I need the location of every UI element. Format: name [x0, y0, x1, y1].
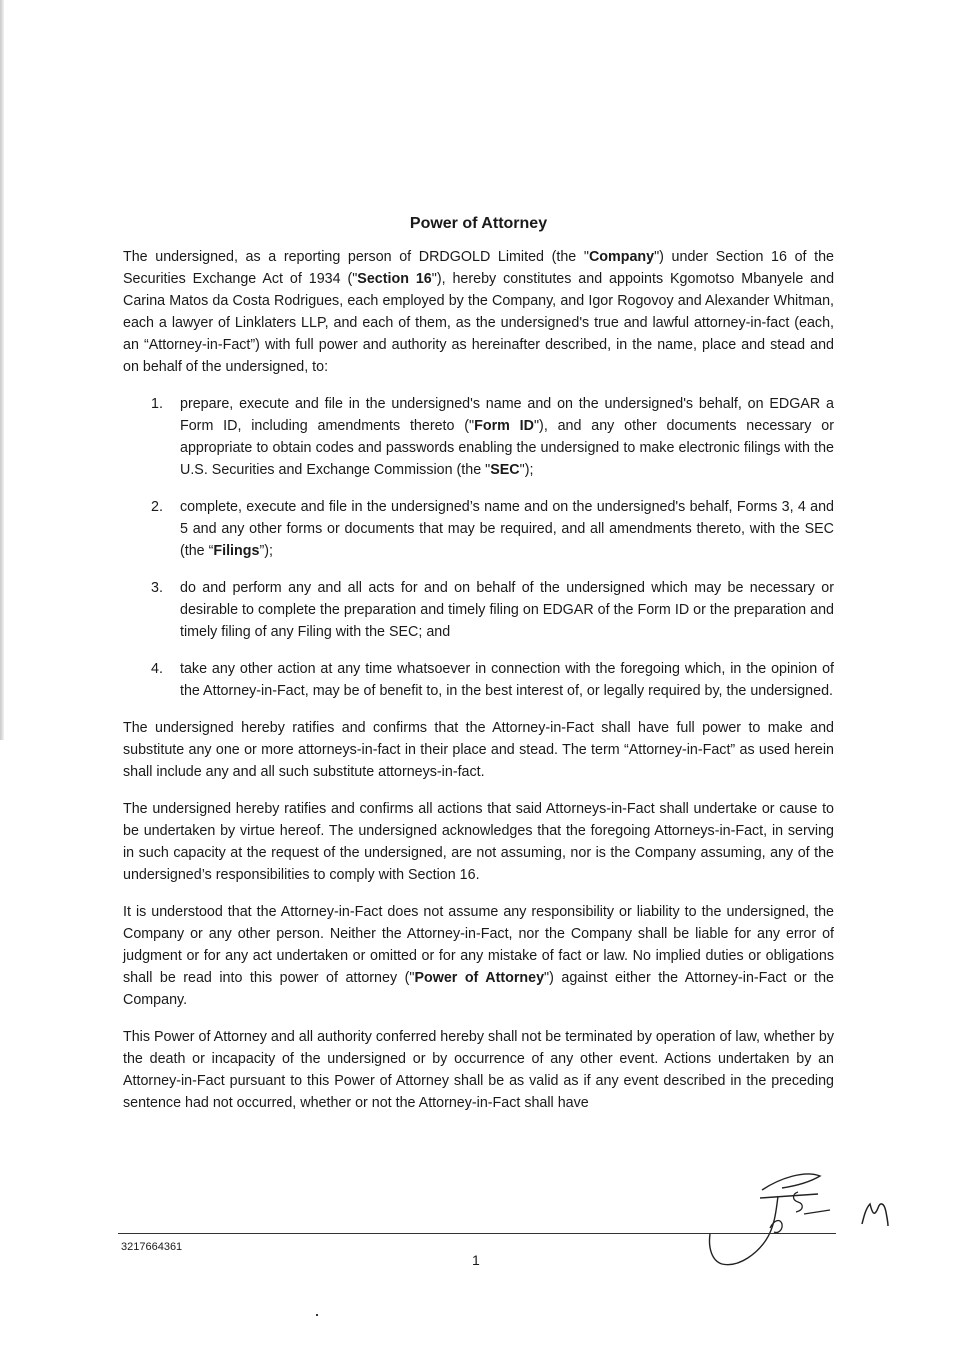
list-item: 2. complete, execute and file in the undersigned’s name and on the undersigned's behalf, Forms 3, 4 and 5 and any other forms or documents that may be required, and all amendments thereto, with the SEC (the “Filings”); [151, 499, 834, 559]
substitution-paragraph: The undersigned hereby ratifies and confirms that the Attorney-in-Fact shall have full power to make and substitute any one or more attorneys-in-fact in their place and stead. The term “Attorney-in-Fact” as used herein shall include any and all such substitute attorneys-in-fact. [123, 720, 834, 780]
page-number: 1 [472, 1252, 480, 1268]
list-item: 1. prepare, execute and file in the undersigned's name and on the undersigned's behalf, on EDGAR a Form ID, including amendments thereto ("Form ID"), and any other documents necessary or appropriate to obtain codes and passwords enabling the undersigned to make electronic filings with the U.S. Securities and Exchange Commission (the "SEC"); [151, 396, 834, 478]
list-item: 3. do and perform any and all acts for and on behalf of the undersigned which may be necessary or desirable to complete the preparation and timely filing on EDGAR of the Form ID or the preparation and timely filing of any Filing with the SEC; and [151, 580, 834, 640]
document-body [123, 212, 834, 1129]
list-item: 4. take any other action at any time whatsoever in connection with the foregoing which, in the opinion of the Attorney-in-Fact, may be of benefit to, in the best interest of, or legally required by, the undersigned. [151, 661, 834, 699]
intro-paragraph: The undersigned, as a reporting person of DRDGOLD Limited (the "Company") under Section 16 of the Securities Exchange Act of 1934 ("Section 16"), hereby constitutes and appoints Kgomotso Mbanyele and Carina Matos da Costa Rodrigues, each employed by the Company, and Igor Rogovoy and Alexander Whitman, each a lawyer of Linklaters LLP, and each of them, as the undersigned's true and lawful attorney-in-fact (each, an “Attorney-in-Fact”) with full power and authority as hereinafter described, in the name, place and stead and on behalf of the undersigned, to: [123, 249, 835, 375]
scan-speck [316, 1314, 318, 1316]
termination-paragraph: This Power of Attorney and all authority conferred hereby shall not be terminated by operation of law, whether by the death or incapacity of the undersigned or by occurrence of any other event. Actions undertaken by an Attorney-in-Fact pursuant to this Power of Attorney shall be as valid as if any event described in the preceding sentence had not occurred, whether or not the Attorney-in-Fact shall have [123, 1029, 834, 1111]
document-id: 3217664361 [121, 1241, 183, 1253]
scan-edge [0, 0, 4, 740]
initials-signature [700, 1168, 900, 1278]
document-title: Power of Attorney [409, 215, 548, 232]
liability-paragraph: It is understood that the Attorney-in-Fact does not assume any responsibility or liability to the undersigned, the Company or any other person. Neither the Attorney-in-Fact, nor the Company shall be liable for any error of judgment or for any act undertaken or omitted or for any mistake of fact or law. No implied duties or obligations shall be read into this power of attorney ("Power of Attorney") against either the Attorney-in-Fact or the Company. [123, 904, 835, 1008]
powers-list [123, 393, 834, 702]
ratification-paragraph: The undersigned hereby ratifies and confirms all actions that said Attorneys-in-Fact shall undertake or cause to be undertaken by virtue hereof. The undersigned acknowledges that the foregoing Attorneys-in-Fact, in serving in such capacity at the request of the undersigned, are not assuming, nor is the Company assuming, any of the undersigned’s responsibilities to comply with Section 16. [123, 801, 834, 883]
footer-rule [118, 1233, 836, 1234]
